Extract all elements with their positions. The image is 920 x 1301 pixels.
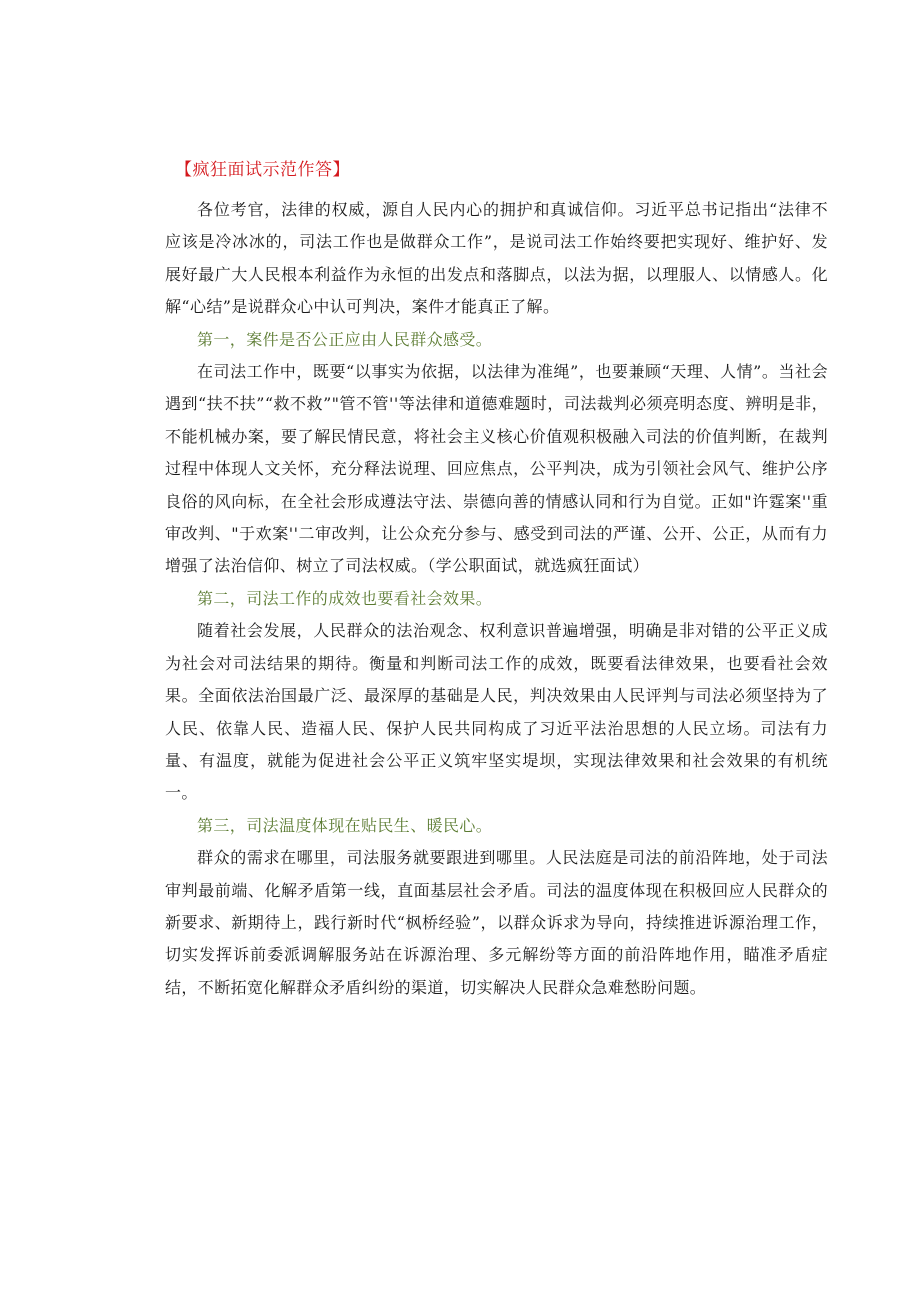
intro-paragraph: 各位考官，法律的权威，源自人民内心的拥护和真诚信仰。习近平总书记指出“法律不应该是冷冰冰的，司法工作也是做群众工作”，是说司法工作始终要把实现好、维护好、发展好最广大人民根本利益作为永恒的出发点和落脚点，以法为据，以理服人、以情感人。化解“心结”是说群众心中认可判决，案件才能真正了解。 (165, 200, 828, 317)
section-body-3: 群众的需求在哪里，司法服务就要跟进到哪里。人民法庭是司法的前沿阵地，处于司法审判最前端、化解矛盾第一线，直面基层社会矛盾。司法的温度体现在积极回应人民群众的新要求、新期待上，践行新时代“枫桥经验”，以群众诉求为导向，持续推进诉源治理工作，切实发挥诉前委派调解服务站在诉源治理、多元解纷等方面的前沿阵地作用，瞄准矛盾症结，不断拓宽化解群众矛盾纠纷的渠道，切实解决人民群众急难愁盼问题。 (165, 848, 828, 997)
document-title: 【疯狂面试示范作答】 (175, 160, 350, 180)
section-body-2: 随着社会发展，人民群众的法治观念、权利意识普遍增强，明确是非对错的公平正义成为社会对司法结果的期待。衡量和判断司法工作的成效，既要看法律效果，也要看社会效果。全面依法治国最广泛、最深厚的基础是人民，判决效果由人民评判与司法必须坚持为了人民、依靠人民、造福人民、保护人民共同构成了习近平法治思想的人民立场。司法有力量、有温度，就能为促进社会公平正义筑牢坚实堤坝，实现法律效果和社会效果的有机统一。 (165, 621, 828, 803)
section-heading-2: 第二，司法工作的成效也要看社会效果。 (197, 588, 493, 608)
section-heading-3: 第三，司法温度体现在贴民生、暖民心。 (197, 815, 493, 835)
section-body-1: 在司法工作中，既要“以事实为依据，以法律为准绳”，也要兼顾“天理、人情”。当社会遇到“扶不扶”“救不救”"管不管''等法律和道德难题时，司法裁判必须亮明态度、辨明是非，不能机械办案，要了解民情民意，将社会主义核心价值观积极融入司法的价值判断，在裁判过程中体现人文关怀，充分释法说理、回应焦点，公平判决，成为引领社会风气、维护公序良俗的风向标，在全社会形成遵法守法、崇德向善的情感认同和行为自觉。正如"许霆案''重审改判、"于欢案''二审改判，让公众充分参与、感受到司法的严谨、公开、公正，从而有力增强了法治信仰、树立了司法权威。（学公职面试，就选疯狂面试） (165, 362, 828, 576)
section-heading-1: 第一，案件是否公正应由人民群众感受。 (197, 329, 493, 349)
